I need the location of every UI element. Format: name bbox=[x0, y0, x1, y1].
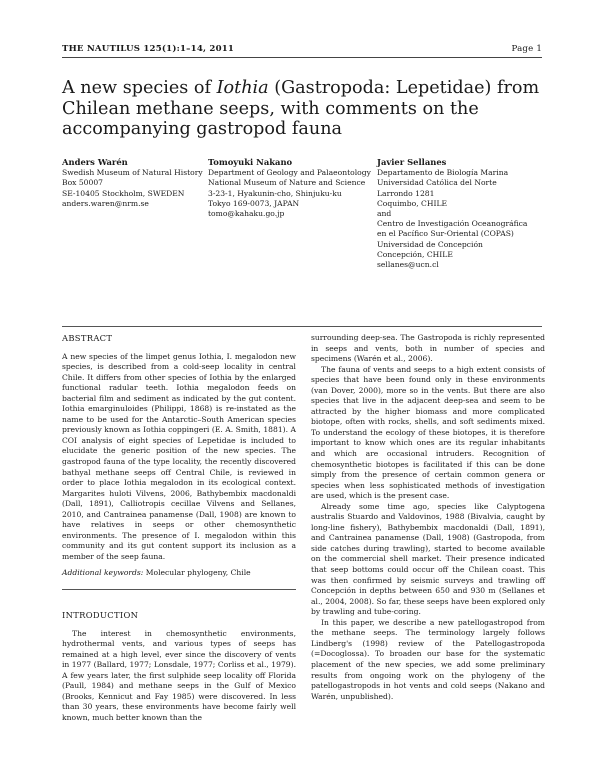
author-email[interactable]: anders.waren@nrm.se bbox=[62, 198, 149, 208]
article-title: A new species of Iothia (Gastropoda: Lepetidae) from Chilean methane seeps, with comments on the accompanying gastropod fauna bbox=[62, 78, 540, 139]
author-name: Anders Warén bbox=[62, 157, 128, 167]
author-waren: Anders Warén Swedish Museum of Natural History Box 50007 SE-10405 Stockholm, SWEDEN anders.waren@nrm.se bbox=[62, 157, 203, 208]
author-email[interactable]: tomo@kahaku.go.jp bbox=[208, 209, 285, 219]
author-sellanes: Javier Sellanes Departamento de Biología Marina Universidad Católica del Norte Larrondo 1281 Coquimbo, CHILE and Centro de Investigación Oceanográfica en el Pacífico Sur-Oriental (COPAS) Universidad de Concepción Concepción, CHILE sellanes@ucn.cl bbox=[377, 157, 528, 270]
paragraph: Already some time ago, species like Calyptogena australis Stuardo and Valdovinos, 1988 (Bivalvia, caught by long-line fishery), Bathybembix macdonaldi (Dall, 1891), and Cantrainea panamense (Dall, 1908) (Gastropoda, from side catches during trawling), started to become available on the commercial shell market. Their presence indicated that seep bottoms could occur off the Chilean coast. This was then confirmed by seismic surveys and trawling off Concepción in depths between 650 and 930 m (Sellanes et al., 2004, 2008). So far, these seeps have been explored only by trawling and tube-coring. bbox=[311, 501, 545, 617]
author-name: Javier Sellanes bbox=[377, 157, 447, 167]
journal-citation: THE NAUTILUS 125(1):1–14, 2011 bbox=[62, 44, 235, 54]
abstract-heading: ABSTRACT bbox=[62, 333, 113, 343]
paragraph: In this paper, we describe a new patellogastropod from the methane seeps. The terminology largely follows Lindberg's (1998) review of the Patellogastropoda (=Docoglossa). To broaden our base for the systematic placement of the new species, we add some preliminary results from ongoing work on the phylogeny of the patellogastropods in hot vents and cold seeps (Nakano and Warén, unpublished). bbox=[311, 617, 545, 701]
left-column bbox=[62, 333, 296, 724]
paragraph: surrounding deep-sea. The Gastropoda is richly represented in seeps and vents, both in number of species and specimens (Warén et al., 2006). bbox=[311, 333, 545, 364]
running-head bbox=[62, 44, 542, 54]
page-number: Page 1 bbox=[511, 44, 542, 54]
section-rule bbox=[62, 326, 542, 327]
abstract-rule bbox=[62, 589, 296, 590]
keywords: Additional keywords: Molecular phylogeny, Chile bbox=[62, 568, 251, 578]
author-block bbox=[62, 157, 542, 317]
author-name: Tomoyuki Nakano bbox=[208, 157, 293, 167]
right-column bbox=[311, 333, 545, 702]
abstract-text: A new species of the limpet genus Iothia, I. megalodon new species, is described from a cold-seep locality in central Chile. It differs from other species of Iothia by the enlarged functional radular teeth. Iothia megalodon feeds on bacterial film and sediment as indicated by the gut content. Iothia emarginuloides (Philippi, 1868) is re-instated as the name to be used for the Antarctic–South American species previously known as Iothia coppingeri (E. A. Smith, 1881). A COI analysis of eight species of Lepetidae is included to elucidate the generic position of the new species. The gastropod fauna of the type locality, the recently discovered bathyal methane seeps off Central Chile, is reviewed in order to place Iothia megalodon in its ecological context. Margarites huloti Vilvens, 2006, Bathybembix macdonaldi (Dall, 1891), Calliotropis cecillae Vilvens and Sellanes, 2010, and Cantrainea panamense (Dall, 1908) are known to have relatives in seeps or other chemosynthetic environments. The presence of I. megalodon within this community and its gut content support its inclusion as a member of the seep fauna. bbox=[62, 351, 296, 561]
author-nakano: Tomoyuki Nakano Department of Geology and Palaeontology National Museum of Nature and Science 3-23-1, Hyakunin-cho, Shinjuku-ku Tokyo 169-0073, JAPAN tomo@kahaku.go.jp bbox=[208, 157, 371, 219]
author-email[interactable]: sellanes@ucn.cl bbox=[377, 260, 439, 270]
header-rule bbox=[62, 57, 542, 58]
paragraph: The interest in chemosynthetic environments, hydrothermal vents, and various types of seeps has remained at a high level, ever since the discovery of vents in 1977 (Ballard, 1977; Lonsdale, 1977; Corliss et al., 1979). A few years later, the first sulphide seep locality off Florida (Paull, 1984) and methane seeps in the Gulf of Mexico (Brooks, Kennicut and Fay 1985) were discovered. In less than 30 years, these environments have become fairly well known, much better known than the bbox=[62, 628, 296, 722]
introduction-heading: INTRODUCTION bbox=[62, 610, 139, 621]
genus-name: Iothia bbox=[216, 78, 269, 98]
paragraph: The fauna of vents and seeps to a high extent consists of species that have been found only in these environments (van Dover, 2000), more so in the vents. But there are also species that live in the adjacent deep-sea and seem to be attracted by the higher biomass and more complicated biotope, often with rocks, shells, and soft sediments mixed. To understand the ecology of these biotopes, it is therefore important to know which ones are its regular inhabitants and which are occasional intruders. Recognition of chemosynthetic biotopes is facilitated if this can be done simply from the presence of certain common genera or species when less sophisticated methods of investigation are used, which is the present case. bbox=[311, 364, 545, 501]
